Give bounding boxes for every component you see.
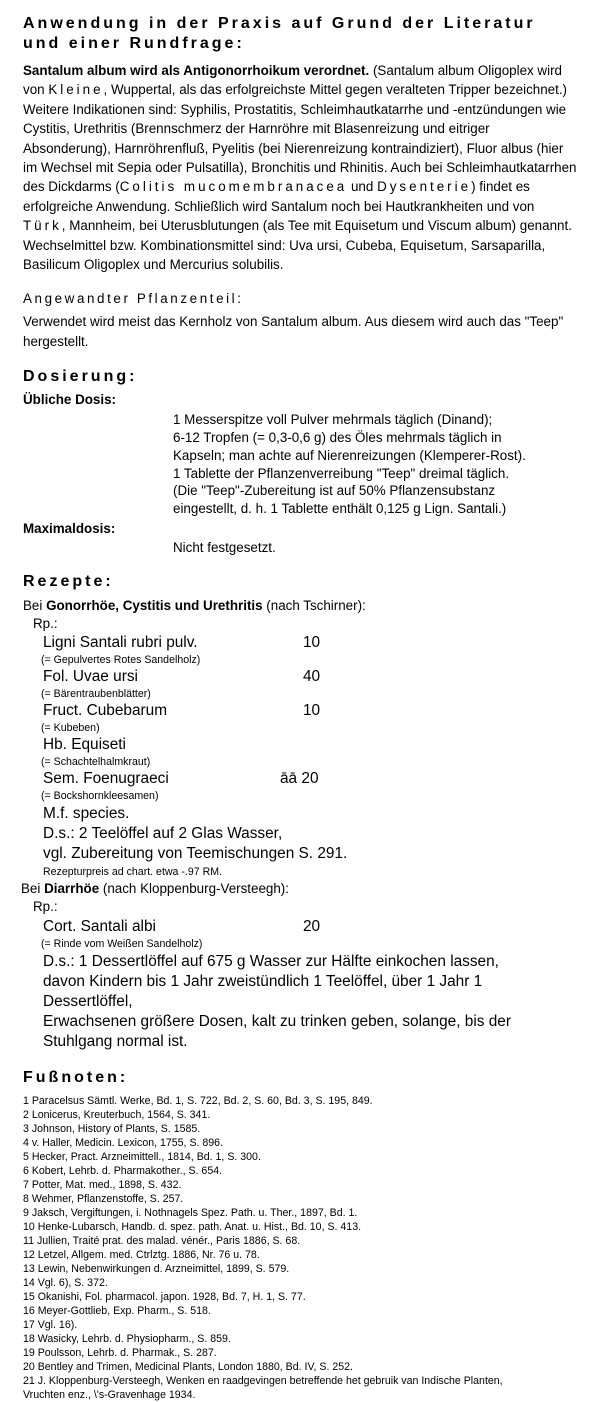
footnote: 15 Okanishi, Fol. pharmacol. japon. 1928, Bd. 7, H. 1, S. 77. [23,1290,306,1303]
rezept-1-ds-ref: vgl. Zubereitung von Teemischungen S. 291. [43,844,348,862]
dosis-line: eingestellt, d. h. 1 Tablette enthält 0,125 g Lign. Santali.) [173,501,507,517]
rezept-1-indication: Gonorrhöe, Cystitis und Urethritis [46,597,263,613]
anwendung-text-1: (Santalum album Oligoplex wird von [23,63,562,98]
rezept-2-source: (nach Kloppenburg-Versteegh): [99,880,289,896]
ingredient-name: Sem. Foenugraeci [43,769,169,787]
footnote-list [23,1094,579,1402]
anwendung-text-4: ) findet es erfolgreiche Anwendung. Schließlich wird Santalum noch bei Hautkrankheiten und von [23,179,535,214]
footnote: Vruchten enz., \'s-Gravenhage 1934. [23,1388,196,1401]
ingredient-row [43,634,579,652]
author-kleine: Kleine [48,82,104,98]
footnote: 6 Kobert, Lehrb. d. Pharmakother., S. 654. [23,1164,223,1177]
rezept-1-rp: Rp.: [33,615,58,631]
footnote: 2 Lonicerus, Kreuterbuch, 1564, S. 341. [23,1108,211,1121]
ingredient-note: (= Gepulvertes Rotes Sandelholz) [41,653,201,666]
maximaldosis-value: Nicht festgesetzt. [173,540,276,556]
heading-dosierung: Dosierung: [23,368,138,386]
ingredient-name: Hb. Equiseti [43,735,126,753]
ubliche-dosis-label: Übliche Dosis: [23,392,117,408]
rezept-1-source: (nach Tschirner): [262,597,366,613]
rezept-1-intro [23,597,579,615]
footnote: 5 Hecker, Pract. Arzneimittell., 1814, Bd. 1, S. 300. [23,1150,261,1163]
anwendung-text-2: , Wuppertal, als das erfolgreichste Mittel gegen veralteten Tripper bezeichnet.) Weitere Indikationen sind: Syphilis, Prostatitis, Schleimhautkatarrhe und -entzündungen wie Cystitis, Urethritis (Brennschmerz der Harnröhre mit Blasenreizung und eitriger Absonderung), Harnröhrenfluß, Pyelitis (bei Nierenreizung kontraindiziert), Fluor albus (hier im Wechsel mit Sepia oder Pulsatilla), Bronchitis und Rhinitis. Auch bei Schleimhautkatarrhen des Dickdarms ( [23,82,577,195]
author-turk: Türk [23,218,62,234]
heading-pflanzenteil: Angewandter Pflanzenteil: [23,291,244,307]
ingredient-name: Fol. Uvae ursi [43,667,138,685]
term-colitis: Colitis mucomembranacea [119,179,348,195]
footnote: 9 Jaksch, Vergiftungen, i. Nothnagels Spez. Path. u. Ther., 1897, Bd. 1. [23,1206,358,1219]
instruction-line: Dessertlöffel, [43,992,133,1010]
rezept-1-ds: D.s.: 2 Teelöffel auf 2 Glas Wasser, [43,824,283,842]
footnote: 3 Johnson, History of Plants, S. 1585. [23,1122,201,1135]
ingredient-name: Cort. Santali albi [43,917,156,935]
footnote: 12 Letzel, Allgem. med. Ctrlztg. 1886, Nr. 76 u. 78. [23,1248,260,1261]
rezept-1-mf: M.f. species. [43,804,130,822]
ingredient-name: Fruct. Cubebarum [43,701,168,719]
ingredient-amount: 10 [303,633,321,651]
ingredient-name: Ligni Santali rubri pulv. [43,633,198,651]
anwendung-text-5: , Mannheim, bei Uterusblutungen (als Tee mit Equisetum und Viscum album) genannt. Wechselmittel bzw. Kombinationsmittel sind: Uva ursi, Cubeba, Equisetum, Sarsaparilla, Basilicum Oligoplex und Mercurius solubilis. [23,218,572,273]
anwendung-text-3: und [347,179,378,195]
footnote: 16 Meyer-Gottlieb, Exp. Pharm., S. 518. [23,1304,211,1317]
ingredient-row [43,918,579,936]
document-page [23,14,579,1402]
dosis-line: 1 Tablette der Pflanzenverreibung "Teep" dreimal täglich. [173,465,510,481]
dosis-line: 6-12 Tropfen (= 0,3-0,6 g) des Öles mehrmals täglich in [173,430,502,446]
anwendung-paragraph [23,61,579,274]
rezept-2-intro [21,880,579,898]
ingredient-row [43,736,579,754]
ubliche-dosis-text [173,411,579,518]
instruction-line: davon Kindern bis 1 Jahr zweistündlich 1 Teelöffel, über 1 Jahr 1 [43,972,483,990]
footnote: 10 Henke-Lubarsch, Handb. d. spez. path. Anat. u. Hist., Bd. 10, S. 413. [23,1220,362,1233]
dosis-line: 1 Messerspitze voll Pulver mehrmals täglich (Dinand); [173,412,493,428]
footnote: 19 Poulsson, Lehrb. d. Pharmak., S. 287. [23,1346,217,1359]
ingredient-amount: 20 [303,917,321,935]
ingredient-note: (= Schachtelhalmkraut) [41,755,151,768]
ingredient-row [43,702,579,720]
anwendung-lead: Santalum album wird als Antigonorrhoikum verordnet. [23,63,370,78]
rezept-2-pre: Bei [21,880,45,896]
heading-rezepte: Rezepte: [23,572,114,590]
footnote: 13 Lewin, Nebenwirkungen d. Arzneimittel, 1899, S. 579. [23,1262,290,1275]
rezept-1-pre: Bei [23,597,47,613]
rezept-1-price: Rezepturpreis ad chart. etwa -.97 RM. [43,865,222,878]
dosis-line: Kapseln; man achte auf Nierenreizungen (Klemperer-Rost). [173,447,526,463]
heading-anwendung: Anwendung in der Praxis auf Grund der Literatur und einer Rundfrage: [23,15,536,52]
footnote: 8 Wehmer, Pflanzenstoffe, S. 257. [23,1192,184,1205]
rezept-2-instructions [23,952,579,1052]
ingredient-row [43,770,579,788]
footnote: 18 Wasicky, Lehrb. d. Physiopharm., S. 859. [23,1332,231,1345]
rezept-2-indication: Diarrhöe [44,880,100,896]
term-dysenterie: Dysenterie [377,179,472,195]
ingredient-amount: 10 [303,701,321,719]
footnote: 17 Vgl. 16). [23,1318,78,1331]
ingredient-note: (= Bockshornkleesamen) [41,789,159,802]
ingredient-note: (= Bärentraubenblätter) [41,687,151,700]
footnote: 4 v. Haller, Medicin. Lexicon, 1755, S. 896. [23,1136,224,1149]
footnote: 14 Vgl. 6), S. 372. [23,1276,108,1289]
footnote: 7 Potter, Mat. med., 1898, S. 432. [23,1178,182,1191]
rezept-1-ingredients [23,634,579,804]
footnote: 11 Jullien, Traité prat. des malad. vénér., Paris 1886, S. 68. [23,1234,301,1247]
rezept-2-rp: Rp.: [33,898,58,914]
ingredient-note: (= Rinde vom Weißen Sandelholz) [41,937,203,950]
dosis-line: (Die "Teep"-Zubereitung ist auf 50% Pflanzensubstanz [173,483,496,499]
ingredient-row [43,668,579,686]
pflanzenteil-text: Verwendet wird meist das Kernholz von Santalum album. Aus diesem wird auch das "Teep" hergestellt. [23,314,564,349]
instruction-line: Stuhlgang normal ist. [43,1032,188,1050]
footnote: 21 J. Kloppenburg-Versteegh, Wenken en raadgevingen betreffende het gebruik van Indische Planten, [23,1374,503,1387]
footnote: 20 Bentley and Trimen, Medicinal Plants, London 1880, Bd. IV, S. 252. [23,1360,353,1373]
ingredient-note: (= Kubeben) [41,721,100,734]
instruction-line: Erwachsenen größere Dosen, kalt zu trinken geben, solange, bis der [43,1012,511,1030]
ingredient-amount: āā 20 [280,769,319,787]
footnote: 1 Paracelsus Sämtl. Werke, Bd. 1, S. 722, Bd. 2, S. 60, Bd. 3, S. 195, 849. [23,1094,373,1107]
ingredient-amount: 40 [303,667,321,685]
instruction-line: D.s.: 1 Dessertlöffel auf 675 g Wasser zur Hälfte einkochen lassen, [43,952,499,970]
heading-fussnoten: Fußnoten: [23,1068,129,1086]
maximaldosis-label: Maximaldosis: [23,521,116,537]
